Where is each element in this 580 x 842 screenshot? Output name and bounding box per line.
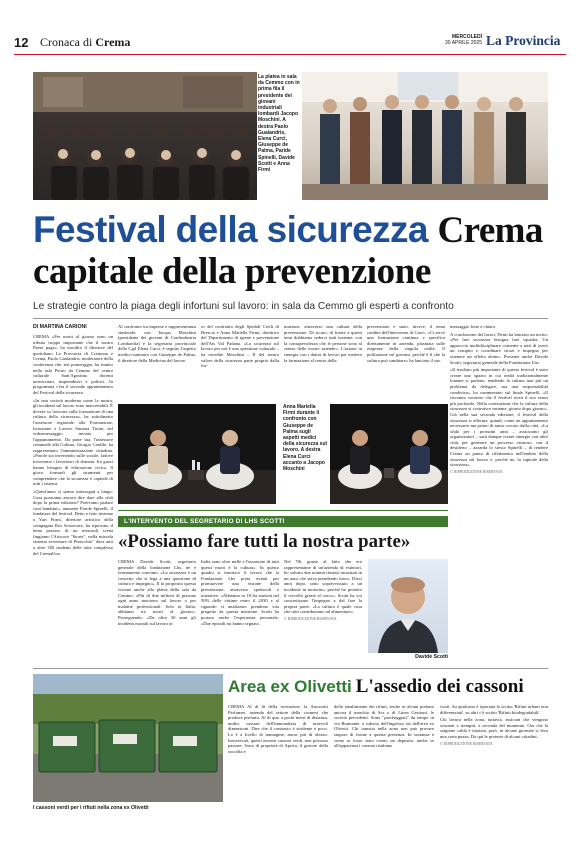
masthead: La Provincia	[486, 33, 561, 48]
scotti-photo	[368, 559, 448, 653]
paragraph: «Il risultato più importante di questo festival è stato creare uno spazio in cui realtà tradizionalmente lontane si parlano, tendendo la cultura non più un problema da delegare, ma una responsabilità condivisa», ha commentato sul finale Spinelli. «Il riscontro incontro che il festival trova il suo senso più profondo. Nella convinzione che la cultura della sicurezza si costruisce insieme, giorno dopo giorno». Già nella sua seconda edizione, il festival della sicurezza si afferma, quindi, come un appuntamento necessario ma primo di tanto cercato dalla città. «La sfida per i prossimi anni – assicurano gli organizzatori – sarà dunque creare sinergie con altre città, per generare un processo virtuoso, con il desiderio – azzarda lo stesso Spinelli – di rendere Crema un punto di riferimento nell'ambito della sicurezza sul lavoro e, perché no, la capitale della sicurezza».	[450, 367, 548, 468]
paragraph: A conclusione dei lavori, Firmi ha lanciato un invito: «Per fare sicurezza bisogna fare squadra. Un approccio multidisciplinare consente a tutti di avere un compito e coordinare sforzi e impegno per ottenere un effetto alone». Presente anche Davide Scotti, segretario generale della Fondazione Lhs.	[450, 331, 548, 365]
paragraph: «Quest'anno ci siamo interrogati a lungo: Cosa possiamo ancora dire dare alla città dopo la prima edizione? Potevamo parlare coni bambini», ammette Paride Spinelli, il fondatore del festival. Detto e fatto insieme a Yuri Firmi, direttore artistico della compagnia Ros Sosoecare, ha riprovato il tema portavo di un mesosoli scena fingiamo l'Atiscore "Storie", nella miscela sistema avventure di Pinocchio" dava anti a oltre 350 studenti delle tutte complesso del CremaUno.	[33, 489, 113, 556]
scotti-photo-caption: Davide Scotti	[415, 654, 448, 660]
scotti-box	[118, 510, 448, 666]
cassoni-photo-caption: I cassoni verdi per i rifiuti nella zona ex Olivetti	[33, 805, 149, 811]
kicker-text: L'INTERVENTO DEL SEGRETARIO DI LHS SCOTTI	[124, 518, 285, 525]
olivetti-title: L'assedio dei cassoni	[355, 676, 524, 697]
paragraph: vuoti. Su qualcuno è riportata la scritta 'Rifiuti urbani non differenziati', su altri c'è scritto 'Rifiuti biodegradabili'.	[440, 704, 548, 715]
paragraph: dello smaltimento dei rifiuti, anche se alcuni portano ancora il marchio di Scs o di Linea Gestioni, le società precedenti. Sono "parcheggiati" da tempo in via Bramante, a ridosso dell'ingresso est dell'area ex Olivetti. Chi transita nella zona non può provare stupore di fronte a questa presenza. In sostanza è come se fosse stato creato un deposito, anche se all'apparenza i cassoni risultano	[334, 704, 434, 749]
subtitle: Le strategie contro la piaga degli infortuni sul lavoro: in sala da Cemmo gli esperti a confronto	[33, 301, 454, 312]
olivetti-rule	[33, 668, 548, 669]
paragraph: CREMA Al di là della recinzione, la Ancorotti Perfumes, azienda del settore della cosmesi che produce profumi. Al di qua, a pochi metri di distanza, undici cassoni dell'immondizia di notevoli dimensioni. Dire che il contrasto è stridente è poco. Lo è a livello di immagine, ancor più di olezzo. Inosservati, questi enormi cassoni verdi, non possono passare. Sono di proprietà di Aprica, il gestore della raccolta e	[228, 704, 328, 754]
paragraph: ro del confronto degli Spedali Civili di Brescia e Anna Mariella Firmi, direttrice del Dipartimento di igiene e prevenzione dell'Ats Val Padana. «La sicurezza sul lavoro per noi è una questione culturale – ha esordito Moschini – Il del nostro valore della sicurezza parte proprio dalla for-	[201, 324, 279, 369]
paragraph: prevenzione e stato, invece, il tema cardine dell'intervento di Curci: «Ci serve una formazione continua e specifica direttamente in azienda, plasmata sulle esigenze della singola realtà. Il polifazione sul giovani, perché è lì che la cultura può cambiare» ha lanciato il suo	[367, 324, 445, 363]
reserved-note: © RIPRODUZIONE RISERVATA	[450, 469, 503, 474]
reserved-note: © RIPRODUZIONE RISERVATA	[284, 616, 337, 621]
paragraph: «In una società moderna come la nostra, gli incidenti sul lavoro sono inaccettabili. È dovere so lavorare sulla formazione di una cultura della sicurezza», ha sottolineato l'assessore regionale alla Formazione, Istruzione e Lavoro Simona Tironi, nel videomessaggio inviato per l'appuntamento. Da parte sua, l'assessore comunale alla Cultura, Giorgio Cardile, ha rappresentato l'amministrazione cittadina. «Parole sia invertendo sulle scuole, ladove troveremo i lavoratori di domani. Ira gazzi hanno bisogno di educazione civica. Il gioco formarli gli strumenti per comprendere che la sicurezza è capitale di tutti i sistemi.	[33, 397, 113, 487]
paragraph: Italia sono oltre mille e l'assassino di tutti questi morti è la cultura». In questo quadro si inserisce il lavoro che la Fondazione Lhs porta avanti per promuovere una visione della prevenzione, attraverso spettacoli e iniziative. «Abbiamo in 18 Ita nazioni nel 50% delle vittime entro il 2030 e al riguardo vi analizzato prendono vita progetto da questa missione. Scotti ha portato anche l'esperienza personale: «Due episodi mi hanno segnato.	[201, 559, 279, 626]
article-column-4	[284, 324, 362, 402]
olivetti-column-3	[440, 704, 548, 819]
curci-moschini-photo	[330, 404, 448, 504]
date-block	[426, 34, 482, 46]
paragraph: CREMA Davide Scotti, segretario generale della fondazione Lhs, ne è fermamente convinto: «La sicurezza è un concetto che si lega a una questione di cultura e impegno». Il fa proposito questa visione anche alla platea della sala da Cemmo: «Più di due milioni di persone ogni anno muoiono sul lavoro o per malattie professionali. Solo in Italia, abbiamo tre morti al giorno». Proseguendo: «Da oltre 30 anni gli incidenti mortali sul lavoro in	[118, 559, 196, 626]
paragraph: messaggio forte e chiaro.	[450, 324, 497, 329]
divider	[33, 318, 548, 319]
scotti-title: «Possiamo fare tutti la nostra parte»	[118, 531, 411, 552]
mid-photo-caption: Anna Mariella Firmi durante il confronto con Giuseppe de Palma sugli aspetti medici della sicurezza sul lavoro. A destra Elena Curci accanto a Jacopo Moschini	[283, 404, 327, 473]
scotti-kicker	[118, 516, 448, 527]
audience-photo	[33, 72, 257, 200]
weekday: MERCOLEDÌ	[452, 34, 482, 40]
article-column-5	[367, 324, 445, 402]
firmi-photo	[118, 404, 276, 504]
olivetti-title-row	[228, 676, 548, 698]
section-prefix: Cronaca di	[40, 35, 93, 49]
section-name: Crema	[95, 35, 131, 49]
article-column-1	[33, 334, 113, 662]
article-column-2	[118, 324, 196, 402]
paragraph: Al confronto tra imprese e rappresentanza sindacale, con Jacopo Moschini (presidente dei giovani di Confindustria Lombardia) e la segretaria provinciale della Cgil Elena Curci, è seguito l'aspetto medico-sanitario con Giuseppe de Palma, il direttore della Medicina del lavoro	[118, 324, 196, 363]
paragraph: Nel '96, grazie al fatto che ero rappresentante di un'azienda di estintori, ho salvato due uomini rimasti incastrati in un auto che stava prendendo fuoco. Dieci anni dopo, sono sopravvissuto a un incidente in motorino, perché ho protetto il cervello grazie al casco». Scotti ha voi concretizzato l'impegno a dal fare la propria parte: «La cultura è quale cosa che tutti contribuiamo ad alimentare».	[284, 559, 362, 615]
speakers-photo	[302, 72, 548, 200]
article-column-6	[450, 324, 548, 664]
date: 30 APRILE 2025	[445, 40, 482, 46]
headline-line2: capitale della prevenzione	[33, 251, 431, 292]
reserved-note: © RIPRODUZIONE RISERVATA	[440, 741, 493, 746]
page-number: 12	[14, 35, 29, 50]
scotti-column-1	[118, 559, 196, 664]
paragraph: Chi lavora nella zona, tuttavia, assicura che vengono svuotati e riempiti, a seconda del momento. Ora che la stagione calda è iniziata, però, in alcune giornate si leva una certa puzza. Da qui le proteste di alcuni cittadini.	[440, 717, 548, 739]
article-column-3	[201, 324, 279, 402]
scotti-column-3	[284, 559, 362, 664]
olivetti-column-2	[334, 704, 434, 819]
cassoni-photo	[33, 674, 223, 802]
olivetti-column-1	[228, 704, 328, 819]
headline-line1	[33, 208, 553, 253]
olivetti-tag: Area ex Olivetti	[228, 677, 352, 696]
headline-blue: Festival della sicurezza	[33, 209, 428, 250]
paragraph: mazione, attraverso una cultura della prevenzione. Di sicuro, di fronte a questi temi dobbiamo sederci tutti insieme, con la consapevolezza che le persone sono al centro delle nostre aziende». L'azione in sinergia con i datori di lavoro per mettere la formazione al centro della	[284, 324, 362, 363]
scotti-column-2	[201, 559, 279, 664]
headline-black: Crema	[437, 210, 543, 251]
page-header	[14, 32, 566, 55]
top-photo-caption: La platea in sala da Cemmo con in prima fila il presidente dei giovani industriali lombardi Jacopo Moschini. A destra Paolo Gualandris, Elena Curci, Giuseppe de Palma, Paride Spinelli, Davide Scotti e Anna Firmi	[258, 74, 300, 174]
section-label	[40, 35, 130, 50]
paragraph: CREMA «Per morti al giorno sono un tributo troppo importante che il nostro Paese paga», ha esordito il direttore del quotidiano La Provincia di Cremona e Crema, Paolo Gualandris, moderatore della conferenza che, ieri pomeriggio, ha riunito nella sala Pietro da Cemmo del centro culturale Sant'Agostino docenti universitari, imprenditori e politici. In programma c'era il secondo appuntamento del Festival della sicurezza.	[33, 334, 113, 395]
byline: DI MARTINA CARIONI	[33, 324, 87, 330]
